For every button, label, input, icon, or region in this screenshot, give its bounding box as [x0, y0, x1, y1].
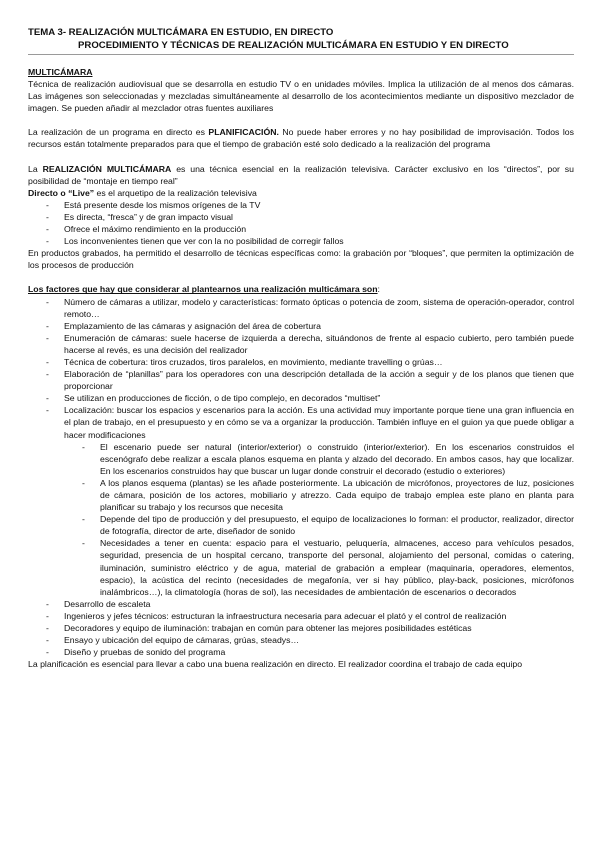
list-item: - El escenario puede ser natural (interior/exterior) o construido (interior/exterior). En los escenarios construidos el escenógrafo debe realizar a escala planos esquema en planta y alzado del decorado. En ambos casos, hay que localizar. En los escenarios construidos hay que buscar un lugar donde construir el decorado (estudio o exteriores): [28, 441, 574, 477]
location-sublist: [28, 441, 574, 598]
list-item: - Se utilizan en producciones de ficción, o de tipo complejo, en decorados “multiset”: [28, 392, 574, 404]
section-heading: MULTICÁMARA: [28, 67, 93, 77]
document-page: [28, 26, 574, 670]
more-factors-list: [28, 598, 574, 658]
page-title: TEMA 3- REALIZACIÓN MULTICÁMARA EN ESTUDIO, EN DIRECTO: [28, 27, 334, 38]
list-item: - Es directa, “fresca” y de gran impacto visual: [28, 211, 574, 223]
list-item: - Decoradores y equipo de iluminación: trabajan en común para obtener las mejores posibilidades estéticas: [28, 622, 574, 634]
list-item: - Los inconvenientes tienen que ver con la no posibilidad de corregir fallos: [28, 235, 574, 247]
page-subtitle: PROCEDIMIENTO Y TÉCNICAS DE REALIZACIÓN MULTICÁMARA EN ESTUDIO Y EN DIRECTO: [78, 40, 509, 51]
list-item: - Ofrece el máximo rendimiento en la producción: [28, 223, 574, 235]
multicam-paragraph: La REALIZACIÓN MULTICÁMARA es una técnica esencial en la realización televisiva. Carácter exclusivo en los “directos”, por su posibilidad de “montaje en tiempo real”: [28, 163, 574, 186]
list-item: - Ensayo y ubicación del equipo de cámaras, grúas, steadys…: [28, 634, 574, 646]
planning-paragraph: La realización de un programa en directo es PLANIFICACIÓN. No puede haber errores y no hay posibilidad de improvisación. Todos los recursos están totalmente preparados para que el tiempo de grabación esté solo dedicado a la realización del programa: [28, 127, 574, 150]
list-item: - A los planos esquema (plantas) se les añade posteriormente. La ubicación de micrófonos, proyectores de luz, posiciones de cámara, posición de los actores, mobiliario y atrezzo. Cada equipo de trabajo emplea este plano en planta para planificar su trabajo y los recursos que necesita: [28, 477, 574, 513]
list-item: - Necesidades a tener en cuenta: espacio para el vestuario, peluquería, almacenes, acceso para vehículos pesados, seguridad, presencia de un hospital cercano, transporte del personal, alojamiento del personal, comidas o catering, iluminación, suministro eléctrico y de agua, material de grabación a emplear (maquinaria, operadores, elementos, espacio), la acústica del recinto (necesidades de megafonía, ver si hay público, play-back, posiciones, micrófonos inalámbricos…), la climatología (horas de sol), las necesidades de ambientación de escenarios o decorados: [28, 537, 574, 597]
list-item: - Elaboración de “planillas” para los operadores con una descripción detallada de la acción a seguir y de los planos que tienen que proporcionar: [28, 368, 574, 392]
closing-paragraph: La planificación es esencial para llevar a cabo una buena realización en directo. El realizador coordina el trabajo de cada equipo: [28, 659, 523, 670]
intro-paragraph: Técnica de realización audiovisual que se desarrolla en estudio TV o en unidades móviles. Implica la utilización de al menos dos cámaras. Las imágenes son seleccionadas y mezcladas simultáneamente al desarrollo de los acontecimientos mediante un dispositivo mezclador de imagen. Se pueden añadir al mezclador otras fuentes auxiliares: [28, 79, 574, 114]
factors-heading: Los factores que hay que considerar al plantearnos una realización multicámara son:: [28, 284, 380, 295]
live-list: [28, 199, 574, 247]
header-divider: [28, 54, 574, 55]
live-paragraph: Directo o “Live” es el arquetipo de la realización televisiva: [28, 187, 257, 198]
list-item: - Está presente desde los mismos orígenes de la TV: [28, 199, 574, 211]
list-item: - Emplazamiento de las cámaras y asignación del área de cobertura: [28, 320, 574, 332]
list-item: - Desarrollo de escaleta: [28, 598, 574, 610]
list-item: - Diseño y pruebas de sonido del programa: [28, 646, 574, 658]
list-item: - Técnica de cobertura: tiros cruzados, tiros paralelos, en movimiento, mediante travelling o grúas…: [28, 356, 574, 368]
list-item: - Depende del tipo de producción y del presupuesto, el equipo de localizaciones lo forman: el productor, realizador, director de fotografía, director de arte, diseñador de sonido: [28, 513, 574, 537]
list-item: - Ingenieros y jefes técnicos: estructuran la infraestructura necesaria para adecuar el plató y el control de realización: [28, 610, 574, 622]
factors-list: [28, 296, 574, 441]
recorded-paragraph: En productos grabados, ha permitido el desarrollo de técnicas específicas como: la grabación por “bloques”, que permiten la optimización de los procesos de producción: [28, 248, 574, 271]
list-item: - Enumeración de cámaras: suele hacerse de izquierda a derecha, situándonos de frente al espacio cubierto, pero también puede hacerse al revés, es una decisión del realizador: [28, 332, 574, 356]
list-item: - Localización: buscar los espacios y escenarios para la acción. Es una actividad muy importante porque tiene una gran influencia en el plan de trabajo, en el presupuesto y en cómo se va a organizar la producción. También influye en el guion ya que puede obligar a hacer modificaciones: [28, 404, 574, 440]
list-item: - Número de cámaras a utilizar, modelo y características: formato ópticas o potencia de zoom, sistema de operación-operador, control remoto…: [28, 296, 574, 320]
